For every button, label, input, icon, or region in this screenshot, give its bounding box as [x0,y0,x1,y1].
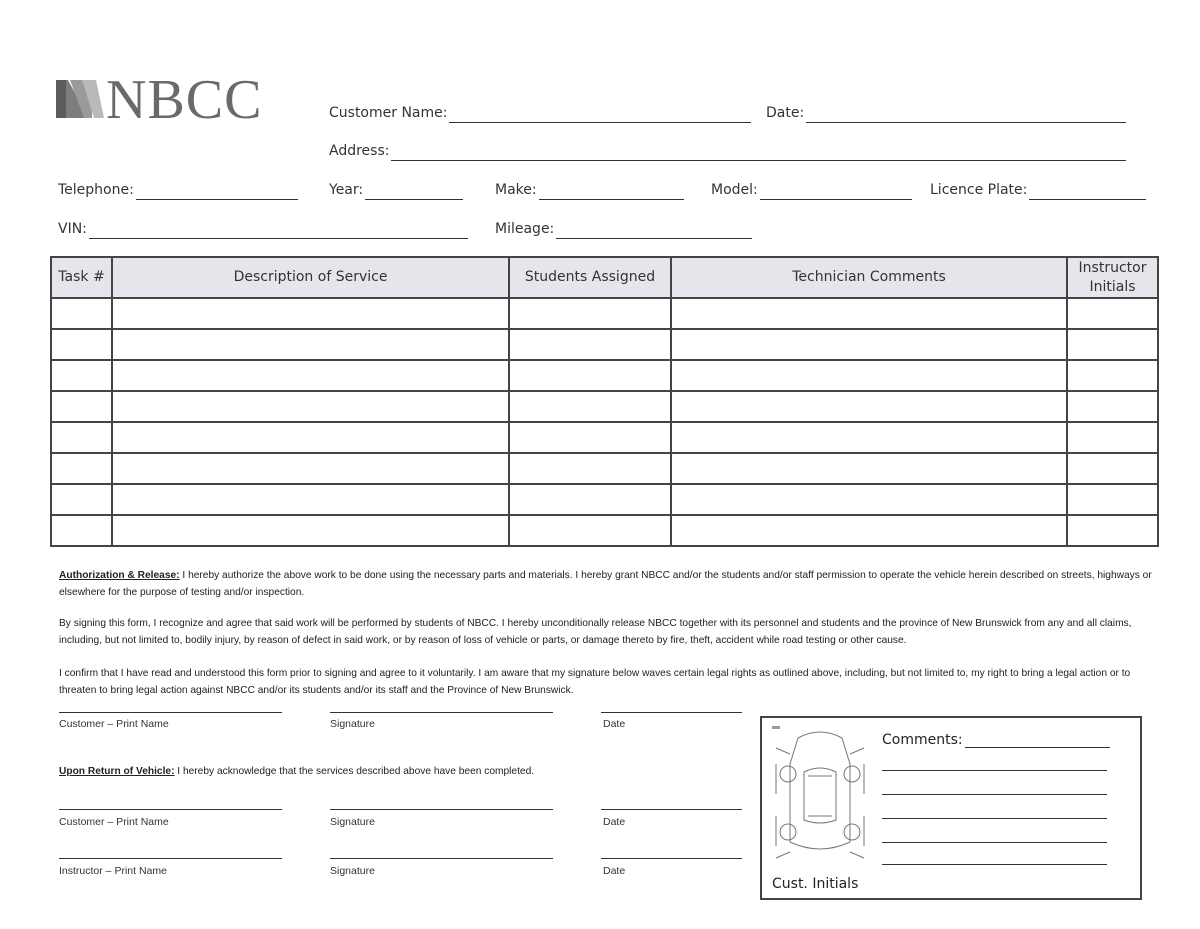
table-cell[interactable] [1067,298,1158,329]
header-students-assigned: Students Assigned [509,257,671,298]
customer-print-name-caption-2: Customer – Print Name [59,816,169,828]
table-cell[interactable] [509,298,671,329]
make-label: Make: [495,182,537,198]
customer-date-line-1[interactable] [601,712,742,713]
table-cell[interactable] [671,329,1067,360]
date-caption-3: Date [603,865,626,877]
table-row [51,453,1158,484]
instructor-signature-line[interactable] [330,858,553,859]
logo-text: NBCC [106,70,263,131]
release-paragraph: By signing this form, I recognize and agree that said work will be performed by students of NBCC. I hereby unconditionally release NBCC together with its personnel and students and the province of New Brunswick from any and all claims, including, but not limited to, bodily injury, by reason of defect in said work, or by reason of loss of vehicle or parts, or damage thereto by fire, theft, accident while road testing or other cause. [59,618,1132,646]
model-label: Model: [711,182,758,198]
telephone-label: Telephone: [58,182,134,198]
address-field[interactable] [329,139,1126,161]
table-row [51,329,1158,360]
header-instructor-initials: Instructor Initials [1067,257,1158,298]
table-cell[interactable] [1067,391,1158,422]
table-cell[interactable] [112,515,509,546]
table-cell[interactable] [51,484,112,515]
make-field[interactable] [495,178,684,200]
date-caption-1: Date [603,718,626,730]
table-cell[interactable] [51,422,112,453]
licence-plate-input-line[interactable] [1029,178,1146,200]
table-cell[interactable] [51,453,112,484]
customer-name-input-line[interactable] [449,101,751,123]
year-input-line[interactable] [365,178,463,200]
licence-plate-label: Licence Plate: [930,182,1028,198]
comments-line-2[interactable] [882,794,1107,795]
table-cell[interactable] [112,298,509,329]
mileage-field[interactable] [495,217,752,239]
table-cell[interactable] [1067,360,1158,391]
nbcc-logo [54,70,299,132]
service-table [50,256,1159,547]
licence-plate-field[interactable] [930,178,1146,200]
vin-label: VIN: [58,221,87,237]
year-label: Year: [329,182,364,198]
instructor-date-line[interactable] [601,858,742,859]
table-cell[interactable] [671,515,1067,546]
comments-box [760,716,1142,900]
table-cell[interactable] [112,391,509,422]
vehicle-diagram-icon [770,724,870,868]
customer-date-line-2[interactable] [601,809,742,810]
header-description-of-service: Description of Service [112,257,509,298]
table-cell[interactable] [1067,422,1158,453]
telephone-field[interactable] [58,178,298,200]
table-cell[interactable] [112,484,509,515]
table-cell[interactable] [112,422,509,453]
table-cell[interactable] [509,484,671,515]
table-cell[interactable] [509,329,671,360]
model-input-line[interactable] [760,178,912,200]
instructor-print-name-caption: Instructor – Print Name [59,865,167,877]
customer-name-label: Customer Name: [329,105,448,121]
return-text: I hereby acknowledge that the services described above have been completed. [174,766,535,777]
comments-line-3[interactable] [882,818,1107,819]
table-cell[interactable] [51,391,112,422]
date-field[interactable] [766,101,1126,123]
table-cell[interactable] [509,391,671,422]
customer-signature-line-1[interactable] [330,712,553,713]
table-cell[interactable] [671,484,1067,515]
signature-caption-2: Signature [330,816,375,828]
comments-line-1[interactable] [882,770,1107,771]
signature-caption-3: Signature [330,865,375,877]
authorization-paragraph [59,567,1154,601]
authorization-text: I hereby authorize the above work to be done using the necessary parts and materials. I hereby grant NBCC and/or the students and/or staff permission to operate the vehicle herein described on streets, highways or elsewhere for the purpose of testing and/or inspection. [59,570,1152,598]
customer-print-name-line-1[interactable] [59,712,282,713]
comments-line-5[interactable] [882,864,1107,865]
confirmation-paragraph: I confirm that I have read and understood this form prior to signing and agree to it voluntarily. I am aware that my signature below waves certain legal rights as outlined above, including, but not limited to, my right to bring a legal action or to threaten to bring legal action against NBCC and/or its students and/or its staff and the Province of New Brunswick. [59,668,1131,696]
table-row [51,422,1158,453]
table-cell[interactable] [671,453,1067,484]
customer-name-field[interactable] [329,101,751,123]
table-cell[interactable] [1067,515,1158,546]
comments-field[interactable] [882,732,1110,748]
date-label: Date: [766,105,805,121]
table-row [51,484,1158,515]
make-input-line[interactable] [539,178,684,200]
return-acknowledgement [59,766,534,777]
customer-initials-label: Cust. Initials [772,876,859,892]
date-input-line[interactable] [806,101,1126,123]
comments-line-0[interactable] [965,732,1110,748]
table-cell[interactable] [671,422,1067,453]
table-row [51,298,1158,329]
table-cell[interactable] [509,360,671,391]
table-cell[interactable] [509,453,671,484]
comments-line-4[interactable] [882,842,1107,843]
table-cell[interactable] [112,329,509,360]
year-field[interactable] [329,178,463,200]
table-cell[interactable] [112,453,509,484]
table-cell[interactable] [51,298,112,329]
vin-field[interactable] [58,217,468,239]
header-task-number: Task # [51,257,112,298]
table-cell[interactable] [112,360,509,391]
table-cell[interactable] [1067,453,1158,484]
signature-caption-1: Signature [330,718,375,730]
return-heading: Upon Return of Vehicle: [59,766,175,777]
table-cell[interactable] [671,360,1067,391]
customer-print-name-caption-1: Customer – Print Name [59,718,169,730]
table-cell[interactable] [671,391,1067,422]
address-label: Address: [329,143,390,159]
table-cell[interactable] [51,329,112,360]
address-input-line[interactable] [391,139,1126,161]
vin-input-line[interactable] [89,217,468,239]
table-row [51,391,1158,422]
instructor-print-name-line[interactable] [59,858,282,859]
table-cell[interactable] [1067,329,1158,360]
date-caption-2: Date [603,816,626,828]
comments-label: Comments: [882,732,963,748]
table-cell[interactable] [51,515,112,546]
model-field[interactable] [711,178,912,200]
customer-print-name-line-2[interactable] [59,809,282,810]
table-cell[interactable] [671,298,1067,329]
table-cell[interactable] [509,515,671,546]
mileage-label: Mileage: [495,221,555,237]
customer-signature-line-2[interactable] [330,809,553,810]
telephone-input-line[interactable] [136,178,298,200]
table-header-row [51,257,1158,298]
header-technician-comments: Technician Comments [671,257,1067,298]
table-cell[interactable] [509,422,671,453]
authorization-heading: Authorization & Release: [59,570,180,581]
table-row [51,360,1158,391]
mileage-input-line[interactable] [556,217,752,239]
table-cell[interactable] [51,360,112,391]
table-cell[interactable] [1067,484,1158,515]
table-row [51,515,1158,546]
